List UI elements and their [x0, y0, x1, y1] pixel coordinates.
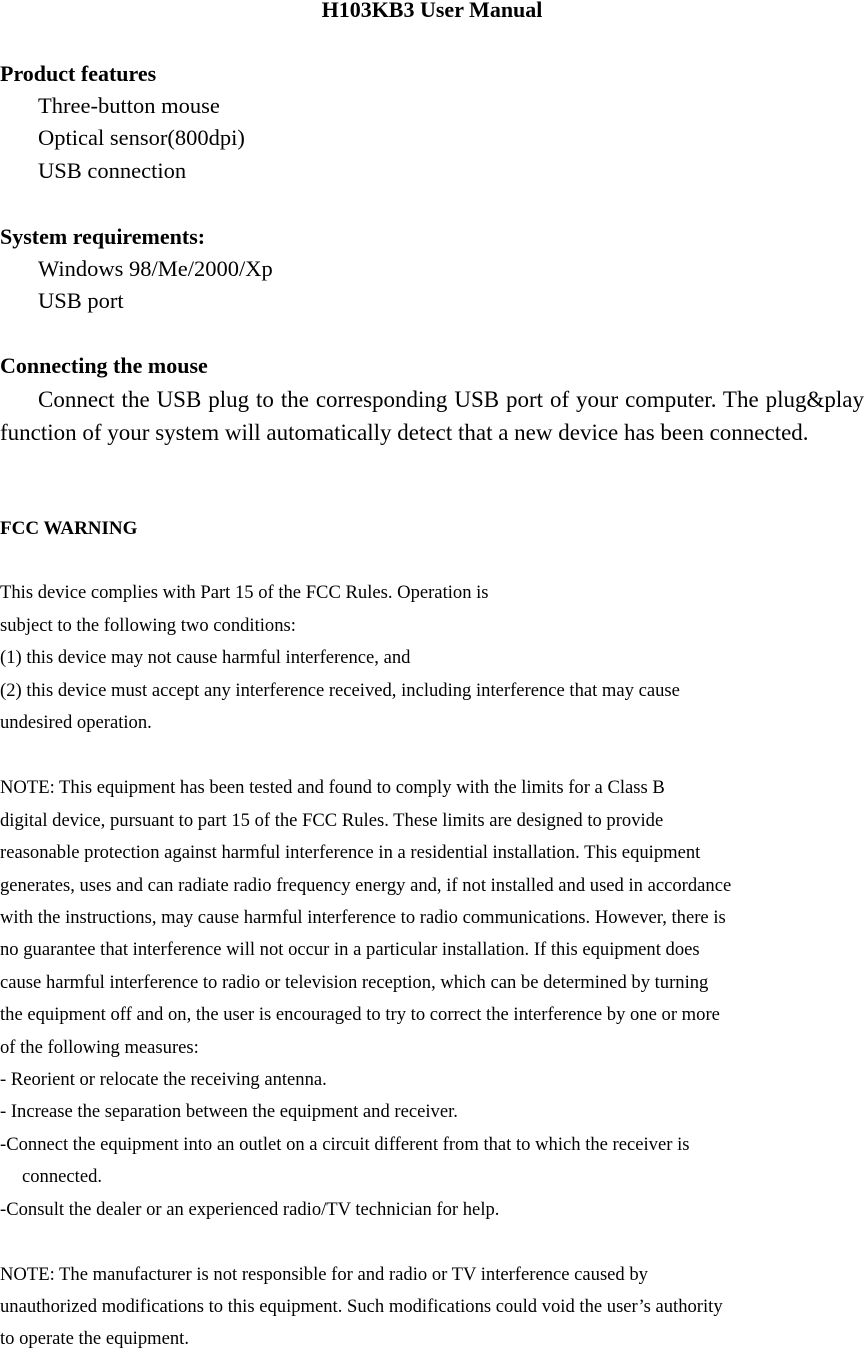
note2-line: NOTE: The manufacturer is not responsible for and radio or TV interference caused by: [0, 1264, 648, 1285]
connecting-paragraph: Connect the USB plug to the corresponding USB port of your computer. The plug&play function of your system will automatically detect that a new device has been connected.: [0, 387, 864, 445]
measure-item: - Increase the separation between the equipment and receiver.: [0, 1101, 458, 1122]
note-line: no guarantee that interference will not occur in a particular installation. If this equipment does: [0, 939, 700, 960]
fcc-line: (2) this device must accept any interference received, including interference that may cause: [0, 680, 680, 701]
requirement-item: USB port: [38, 288, 124, 313]
note-line: the equipment off and on, the user is encouraged to try to correct the interference by one or more: [0, 1004, 720, 1025]
fcc-warning-heading: FCC WARNING: [0, 518, 138, 539]
note-line: of the following measures:: [0, 1037, 199, 1058]
note-line: reasonable protection against harmful interference in a residential installation. This equipment: [0, 842, 701, 863]
measure-item: -Consult the dealer or an experienced radio/TV technician for help.: [0, 1199, 500, 1220]
note-line: with the instructions, may cause harmful interference to radio communications. However, there is: [0, 907, 726, 928]
note-line: NOTE: This equipment has been tested and found to comply with the limits for a Class B: [0, 777, 665, 798]
note2-line: to operate the equipment.: [0, 1328, 189, 1349]
note-line: cause harmful interference to radio or television reception, which can be determined by turning: [0, 972, 709, 993]
fcc-line: subject to the following two conditions:: [0, 615, 296, 636]
system-requirements-heading: System requirements:: [0, 224, 206, 249]
note2-line: unauthorized modifications to this equipment. Such modifications could void the user’s authority: [0, 1296, 723, 1317]
measure-item: - Reorient or relocate the receiving antenna.: [0, 1069, 327, 1090]
fcc-line: (1) this device may not cause harmful interference, and: [0, 647, 411, 668]
document-title: H103KB3 User Manual: [321, 0, 543, 22]
requirement-item: Windows 98/Me/2000/Xp: [38, 256, 273, 281]
feature-item: Optical sensor(800dpi): [38, 125, 245, 150]
fcc-line: undesired operation.: [0, 712, 152, 733]
measure-item: -Connect the equipment into an outlet on a circuit different from that to which the receiver is: [0, 1134, 690, 1155]
measure-item-continuation: connected.: [22, 1166, 103, 1187]
product-features-heading: Product features: [0, 61, 157, 86]
note-line: generates, uses and can radiate radio frequency energy and, if not installed and used in accordance: [0, 875, 732, 896]
fcc-line: This device complies with Part 15 of the FCC Rules. Operation is: [0, 582, 489, 603]
feature-item: Three-button mouse: [38, 93, 220, 118]
note-line: digital device, pursuant to part 15 of the FCC Rules. These limits are designed to provide: [0, 810, 664, 831]
feature-item: USB connection: [38, 158, 187, 183]
connecting-heading: Connecting the mouse: [0, 353, 208, 378]
